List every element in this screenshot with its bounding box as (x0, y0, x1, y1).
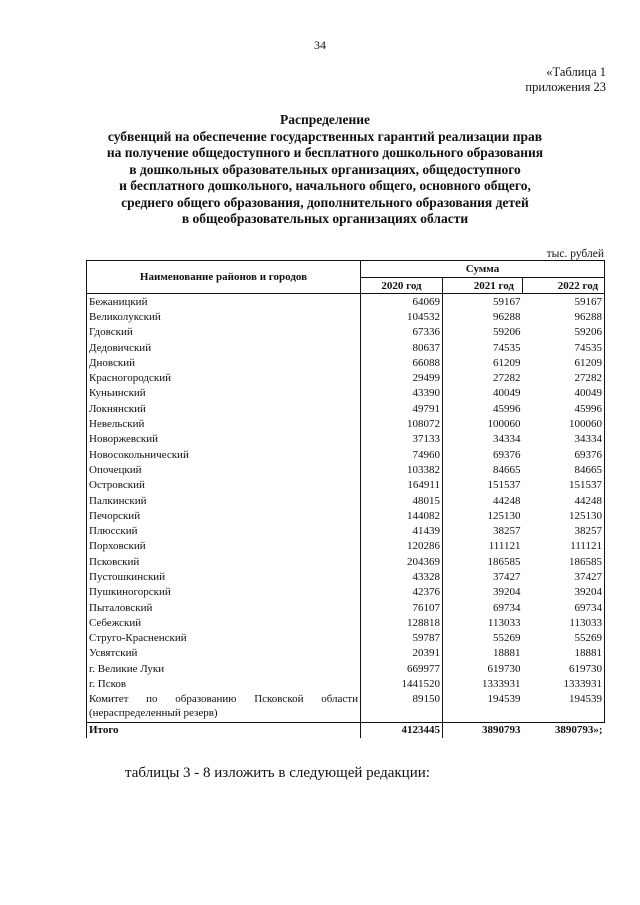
value-2021-cell: 69376 (493, 448, 521, 461)
district-name-cell: Порховский (87, 539, 361, 554)
value-2021-cell: 39204 (493, 586, 521, 599)
column-header-name: Наименование районов и городов (87, 261, 361, 294)
units-label: тыс. рублей (546, 248, 604, 260)
table-row (87, 585, 605, 600)
value-2021-cell: 59167 (493, 295, 521, 308)
value-2020-cell: 41439 (361, 523, 443, 538)
title-line: и бесплатного дошкольного, начального общего, основного общего, (119, 178, 531, 193)
value-2022-cell: 44248 (523, 493, 605, 508)
district-name-cell: Плюсский (87, 523, 361, 538)
closing-text: таблицы 3 - 8 изложить в следующей редакции: (125, 765, 430, 781)
value-2020-cell: 37133 (361, 432, 443, 447)
value-2020-cell: 1441520 (361, 676, 443, 691)
district-name-cell: Новоржевский (87, 432, 361, 447)
value-2020-cell: 48015 (361, 493, 443, 508)
total-2021-cell: 3890793 (482, 724, 521, 737)
value-2021-cell: 1333931 (482, 678, 521, 691)
value-2022-cell: 69734 (523, 600, 605, 615)
value-2022-cell: 59206 (523, 325, 605, 340)
district-name-cell: Палкинский (87, 493, 361, 508)
district-name-cell: Островский (87, 478, 361, 493)
district-name-cell: Дедовичский (87, 340, 361, 355)
district-name-cell: г. Великие Луки (87, 661, 361, 676)
value-2022-cell: 100060 (523, 416, 605, 431)
district-name-cell: Себежский (87, 615, 361, 630)
value-2020-cell: 43328 (361, 569, 443, 584)
total-label-cell: Итого (87, 722, 361, 738)
value-2021-cell: 111121 (488, 540, 521, 553)
district-name-cell: Локнянский (87, 401, 361, 416)
value-2020-cell: 669977 (361, 661, 443, 676)
value-2021-cell: 59206 (493, 326, 521, 339)
value-2022-cell: 111121 (523, 539, 605, 554)
table-row (87, 554, 605, 569)
value-2022-cell: 69376 (523, 447, 605, 462)
table-row (87, 416, 605, 431)
table-row (87, 325, 605, 340)
table-row (87, 661, 605, 676)
value-2021-cell: 619730 (487, 662, 521, 675)
value-2021-cell: 186585 (487, 555, 521, 568)
value-2021-cell: 74535 (493, 341, 521, 354)
value-2021-cell: 113033 (487, 616, 521, 629)
value-2020-cell: 49791 (361, 401, 443, 416)
value-2021-cell: 38257 (493, 525, 521, 538)
value-2020-cell: 104532 (361, 309, 443, 324)
value-2020-cell: 42376 (361, 585, 443, 600)
table-row (87, 600, 605, 615)
value-2022-cell: 1333931 (523, 676, 605, 691)
value-2020-cell: 204369 (361, 554, 443, 569)
table-row (87, 294, 605, 310)
table-row (87, 355, 605, 370)
value-2021-cell: 84665 (493, 463, 521, 476)
value-2020-cell: 164911 (361, 478, 443, 493)
value-2020-cell: 29499 (361, 370, 443, 385)
table-reference-line1: «Таблица 1 (546, 65, 606, 79)
table-row (87, 401, 605, 416)
district-name-cell: Гдовский (87, 325, 361, 340)
value-2022-cell: 186585 (523, 554, 605, 569)
table-row (87, 447, 605, 462)
value-2022-cell: 194539 (523, 692, 605, 723)
value-2020-cell: 144082 (361, 508, 443, 523)
value-2022-cell: 619730 (523, 661, 605, 676)
value-2022-cell: 18881 (523, 646, 605, 661)
table-row (87, 676, 605, 691)
document-title (60, 112, 590, 228)
value-2022-cell: 37427 (523, 569, 605, 584)
district-name-cell: Псковский (87, 554, 361, 569)
value-2021-cell: 45996 (493, 402, 521, 415)
value-2021-cell: 151537 (487, 479, 521, 492)
table-body (87, 294, 605, 738)
table-row (87, 432, 605, 447)
table-row (87, 478, 605, 493)
table-row (87, 523, 605, 538)
total-row (87, 722, 605, 738)
value-2022-cell: 125130 (523, 508, 605, 523)
district-name-cell: Усвятский (87, 646, 361, 661)
value-2022-cell: 96288 (523, 309, 605, 324)
value-2021-cell: 96288 (493, 310, 521, 323)
table-row (87, 631, 605, 646)
total-2022-cell: 3890793»; (554, 724, 603, 737)
district-name-cell: Пустошкинский (87, 569, 361, 584)
district-name-cell: Бежаницкий (87, 294, 361, 310)
value-2022-cell: 38257 (523, 523, 605, 538)
value-2020-cell: 76107 (361, 600, 443, 615)
value-2021-cell: 69734 (493, 601, 521, 614)
column-header-sum: Сумма (361, 261, 605, 278)
title-line: субвенций на обеспечение государственных гарантий реализации прав (107, 128, 543, 144)
total-2020-cell: 4123445 (361, 722, 443, 738)
table-row (87, 692, 605, 723)
value-2020-cell: 108072 (361, 416, 443, 431)
value-2022-cell: 113033 (523, 615, 605, 630)
table-row (87, 370, 605, 385)
value-2021-cell: 37427 (493, 570, 521, 583)
value-2021-cell: 18881 (493, 647, 521, 660)
column-header-year: 2020 год (361, 278, 443, 294)
table-row (87, 493, 605, 508)
district-name-cell: Пыталовский (87, 600, 361, 615)
value-2022-cell: 45996 (523, 401, 605, 416)
table-row (87, 539, 605, 554)
value-2021-cell: 61209 (493, 356, 521, 369)
title-line: среднего общего образования, дополнительного образования детей (121, 194, 529, 210)
value-2020-cell: 74960 (361, 447, 443, 462)
value-2022-cell: 40049 (523, 386, 605, 401)
value-2022-cell: 74535 (523, 340, 605, 355)
value-2020-cell: 128818 (361, 615, 443, 630)
value-2022-cell: 151537 (523, 478, 605, 493)
table-row (87, 386, 605, 401)
district-name-cell: Красногородский (87, 370, 361, 385)
value-2021-cell: 44248 (493, 494, 521, 507)
district-name-cell: Невельский (87, 416, 361, 431)
district-name-cell: Новосокольнический (87, 447, 361, 462)
value-2021-cell: 27282 (493, 372, 521, 385)
district-name-cell: г. Псков (87, 676, 361, 691)
value-2020-cell: 64069 (361, 294, 443, 310)
district-name-cell: Дновский (87, 355, 361, 370)
district-name-cell: Пушкиногорский (87, 585, 361, 600)
value-2021-cell: 40049 (493, 387, 521, 400)
value-2020-cell: 43390 (361, 386, 443, 401)
district-name-cell: Печорский (87, 508, 361, 523)
table-row (87, 615, 605, 630)
value-2022-cell: 34334 (523, 432, 605, 447)
value-2022-cell: 39204 (523, 585, 605, 600)
value-2020-cell: 59787 (361, 631, 443, 646)
title-line: на получение общедоступного и бесплатного дошкольного образования (106, 145, 544, 160)
value-2021-cell: 125130 (487, 509, 521, 522)
value-2022-cell: 84665 (523, 462, 605, 477)
value-2020-cell: 103382 (361, 462, 443, 477)
value-2020-cell: 67336 (361, 325, 443, 340)
district-name-cell: Куньинский (87, 386, 361, 401)
value-2022-cell: 61209 (523, 355, 605, 370)
value-2021-cell: 100060 (487, 418, 521, 431)
title-line: Распределение (279, 112, 371, 127)
value-2021-cell: 194539 (443, 692, 523, 723)
district-name-cell: Опочецкий (87, 462, 361, 477)
title-line: в дошкольных образовательных организациях, общедоступного (129, 161, 521, 177)
value-2021-cell: 34334 (493, 433, 521, 446)
district-name-cell: Струго-Красненский (87, 631, 361, 646)
table-reference (525, 65, 606, 95)
table-reference-line2: приложения 23 (525, 80, 606, 94)
district-name-cell: Великолукский (87, 309, 361, 324)
page-number: 34 (314, 38, 326, 52)
value-2020-cell: 66088 (361, 355, 443, 370)
title-line: в общеобразовательных организациях области (181, 211, 469, 226)
district-name-cell: Комитет по образованию Псковской области (нераспределенный резерв) (87, 692, 361, 723)
table-row (87, 340, 605, 355)
value-2021-cell: 55269 (493, 632, 521, 645)
value-2022-cell: 59167 (523, 294, 605, 310)
value-2022-cell: 27282 (523, 370, 605, 385)
table-row (87, 508, 605, 523)
value-2020-cell: 89150 (361, 692, 443, 723)
column-header-year: 2022 год (523, 278, 605, 294)
value-2022-cell: 55269 (523, 631, 605, 646)
table-row (87, 569, 605, 584)
allocation-table (86, 260, 605, 738)
table-row (87, 309, 605, 324)
table-row (87, 462, 605, 477)
table-row (87, 646, 605, 661)
value-2020-cell: 20391 (361, 646, 443, 661)
value-2020-cell: 120286 (361, 539, 443, 554)
column-header-year: 2021 год (443, 278, 523, 294)
value-2020-cell: 80637 (361, 340, 443, 355)
